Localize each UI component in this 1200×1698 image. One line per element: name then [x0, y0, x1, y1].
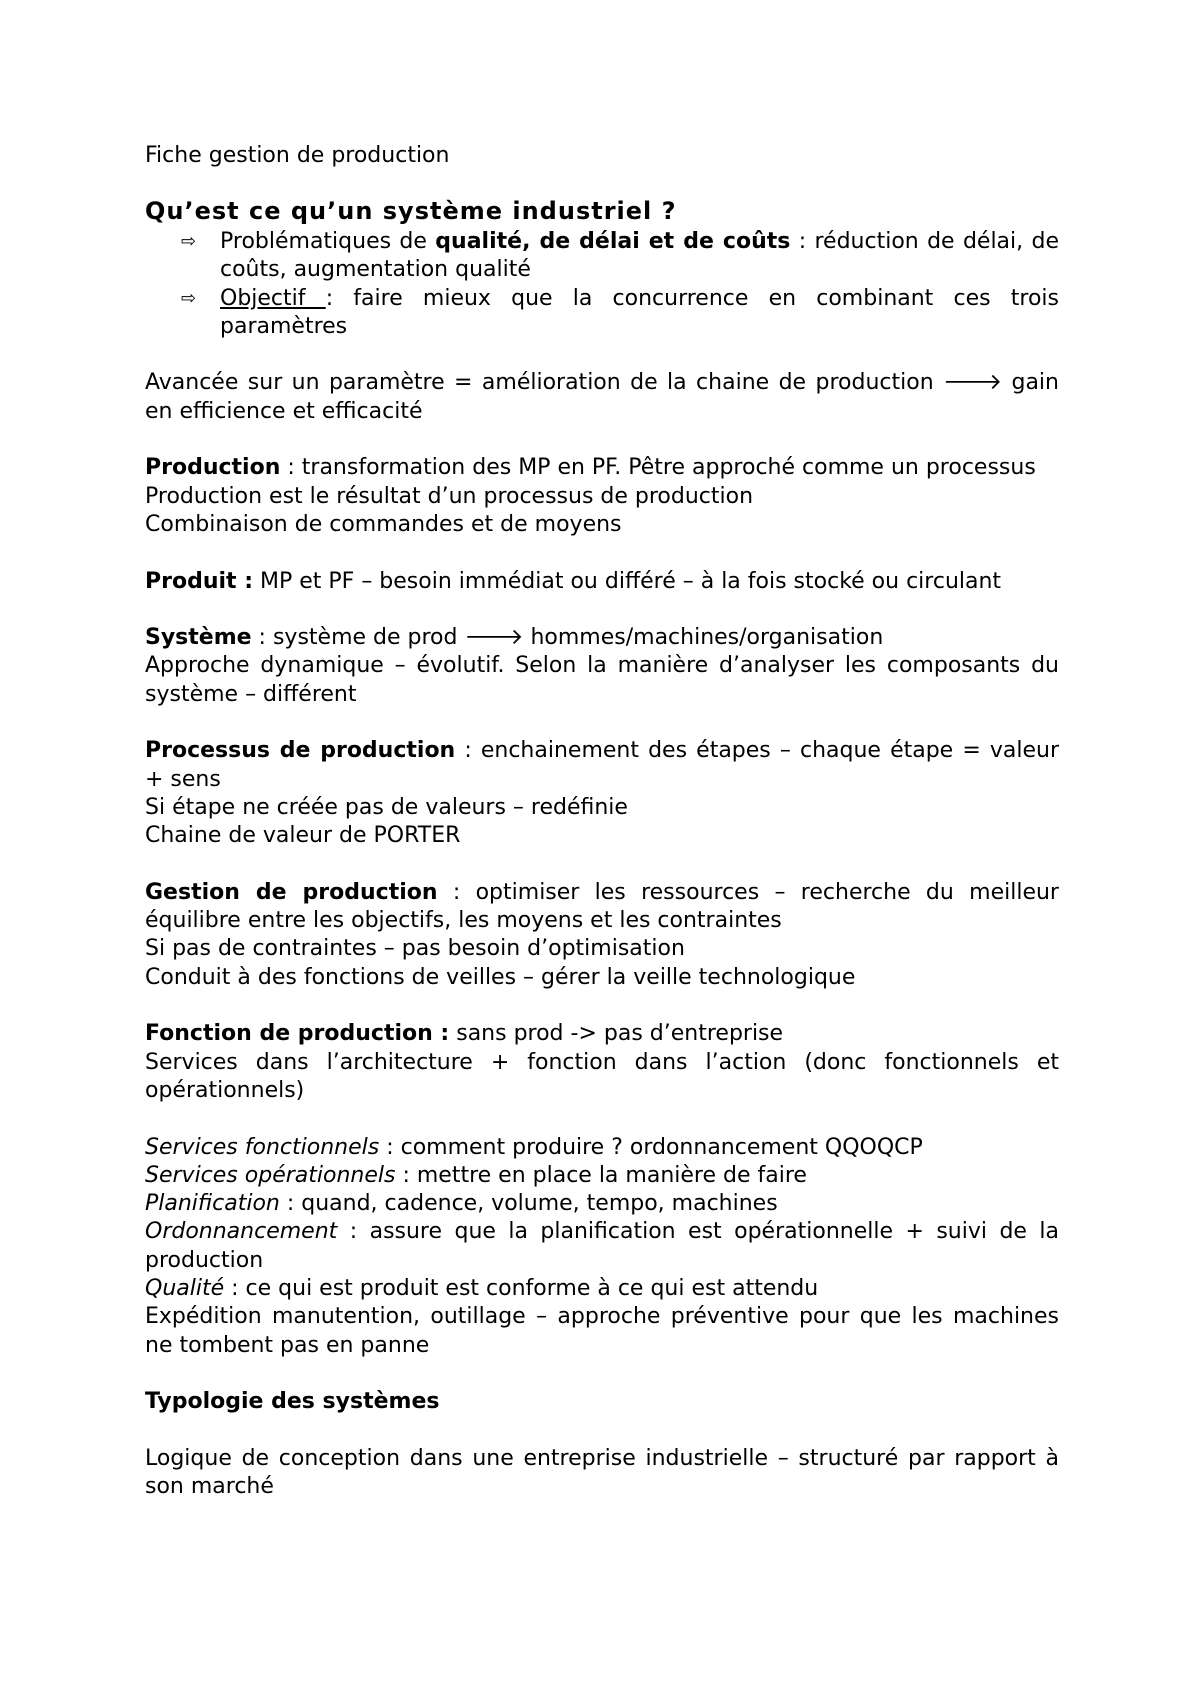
paragraph-line: Combinaison de commandes et de moyens: [145, 511, 622, 537]
bullet-text: Problématiques de: [220, 229, 436, 254]
paragraph-avancee: [145, 369, 1059, 426]
paragraph-service: [145, 1218, 1059, 1275]
term-definition: hommes/machines/organisation: [523, 625, 884, 651]
paragraph-line: Production est le résultat d’un processus de production: [145, 483, 754, 509]
arrow-bullet-icon: ⇨: [181, 231, 197, 252]
term-definition: sans prod -> pas d’entreprise: [449, 1021, 784, 1047]
list-item: [181, 228, 1059, 285]
term-label: Production: [145, 455, 281, 481]
paragraph-text: gain en efficience et efficacité: [145, 370, 1059, 424]
paragraph-line: Expédition manutention, outillage – approche préventive pour que les machines ne tombent pas en panne: [145, 1304, 1059, 1358]
italic-term: Qualité: [145, 1275, 225, 1301]
term-label: Fonction de production :: [145, 1021, 450, 1047]
right-arrow-icon: 🡒: [943, 370, 1003, 396]
term-definition: : enchainement des étapes – chaque étape = valeur + sens: [145, 738, 1059, 792]
term-label: Gestion de production: [145, 879, 438, 905]
term-label: Produit :: [145, 568, 254, 594]
paragraph-fonction: [145, 1020, 1059, 1048]
term-definition: : système de prod: [251, 625, 465, 651]
paragraph-line: Conduit à des fonctions de veilles – gérer la veille technologique: [145, 964, 856, 990]
italic-term: Ordonnancement: [145, 1219, 338, 1245]
paragraph-line: Approche dynamique – évolutif. Selon la manière d’analyser les composants du système – différent: [145, 653, 1059, 707]
paragraph-text: Avancée sur un paramètre = amélioration de la chaine de production: [145, 370, 944, 396]
paragraph-line: Si pas de contraintes – pas besoin d’optimisation: [145, 936, 685, 962]
term-definition: : comment produire ? ordonnancement QQOQCP: [379, 1134, 923, 1160]
term-definition: MP et PF – besoin immédiat ou différé – à la fois stocké ou circulant: [253, 568, 1002, 594]
paragraph-production: [145, 454, 1059, 482]
paragraph-line: Logique de conception dans une entreprise industrielle – structuré par rapport à son marché: [145, 1445, 1059, 1500]
bullet-list: [145, 228, 1059, 341]
term-definition: : ce qui est produit est conforme à ce qui est attendu: [224, 1275, 819, 1301]
right-arrow-icon: 🡒: [464, 625, 524, 651]
bullet-underlined-text: Objectif: [220, 285, 326, 311]
paragraph-line: Services dans l’architecture + fonction dans l’action (donc fonctionnels et opérationnels): [145, 1049, 1059, 1103]
term-definition: : transformation des MP en PF. Pêtre approché comme un processus: [280, 455, 1036, 481]
term-label: Processus de production: [145, 738, 456, 764]
paragraph-service: [145, 1134, 1059, 1162]
paragraph-gestion: [145, 879, 1059, 936]
italic-term: Planification: [145, 1191, 280, 1217]
bullet-text: : réduction de délai, de coûts, augmentation qualité: [220, 229, 1060, 283]
bullet-bold-text: qualité, de délai et de coûts: [435, 229, 791, 254]
paragraph-service: [145, 1190, 1059, 1218]
paragraph-systeme: [145, 624, 1059, 652]
arrow-bullet-icon: ⇨: [181, 287, 197, 309]
term-definition: : assure que la planification est opérationnelle + suivi de la production: [145, 1219, 1059, 1273]
italic-term: Services opérationnels: [145, 1162, 396, 1188]
italic-term: Services fonctionnels: [145, 1134, 380, 1160]
paragraph-line: Si étape ne créée pas de valeurs – redéfinie: [145, 794, 628, 820]
term-definition: : quand, cadence, volume, tempo, machines: [279, 1191, 778, 1217]
paragraph-service: [145, 1275, 1059, 1303]
paragraph-processus: [145, 737, 1059, 794]
document-title: Fiche gestion de production: [145, 143, 450, 168]
paragraph-line: Chaine de valeur de PORTER: [145, 823, 461, 849]
paragraph-produit: [145, 568, 1059, 596]
term-label: Système: [145, 625, 252, 651]
term-definition: : mettre en place la manière de faire: [395, 1162, 807, 1188]
list-item: [181, 285, 1059, 342]
paragraph-service: [145, 1162, 1059, 1190]
section-subheading: Typologie des systèmes: [145, 1389, 440, 1415]
term-definition: : optimiser les ressources – recherche du meilleur équilibre entre les objectifs, les moyens et les contraintes: [145, 879, 1059, 934]
bullet-text: : faire mieux que la concurrence en combinant ces trois paramètres: [220, 285, 1059, 339]
section-heading: Qu’est ce qu’un système industriel ?: [145, 197, 677, 225]
